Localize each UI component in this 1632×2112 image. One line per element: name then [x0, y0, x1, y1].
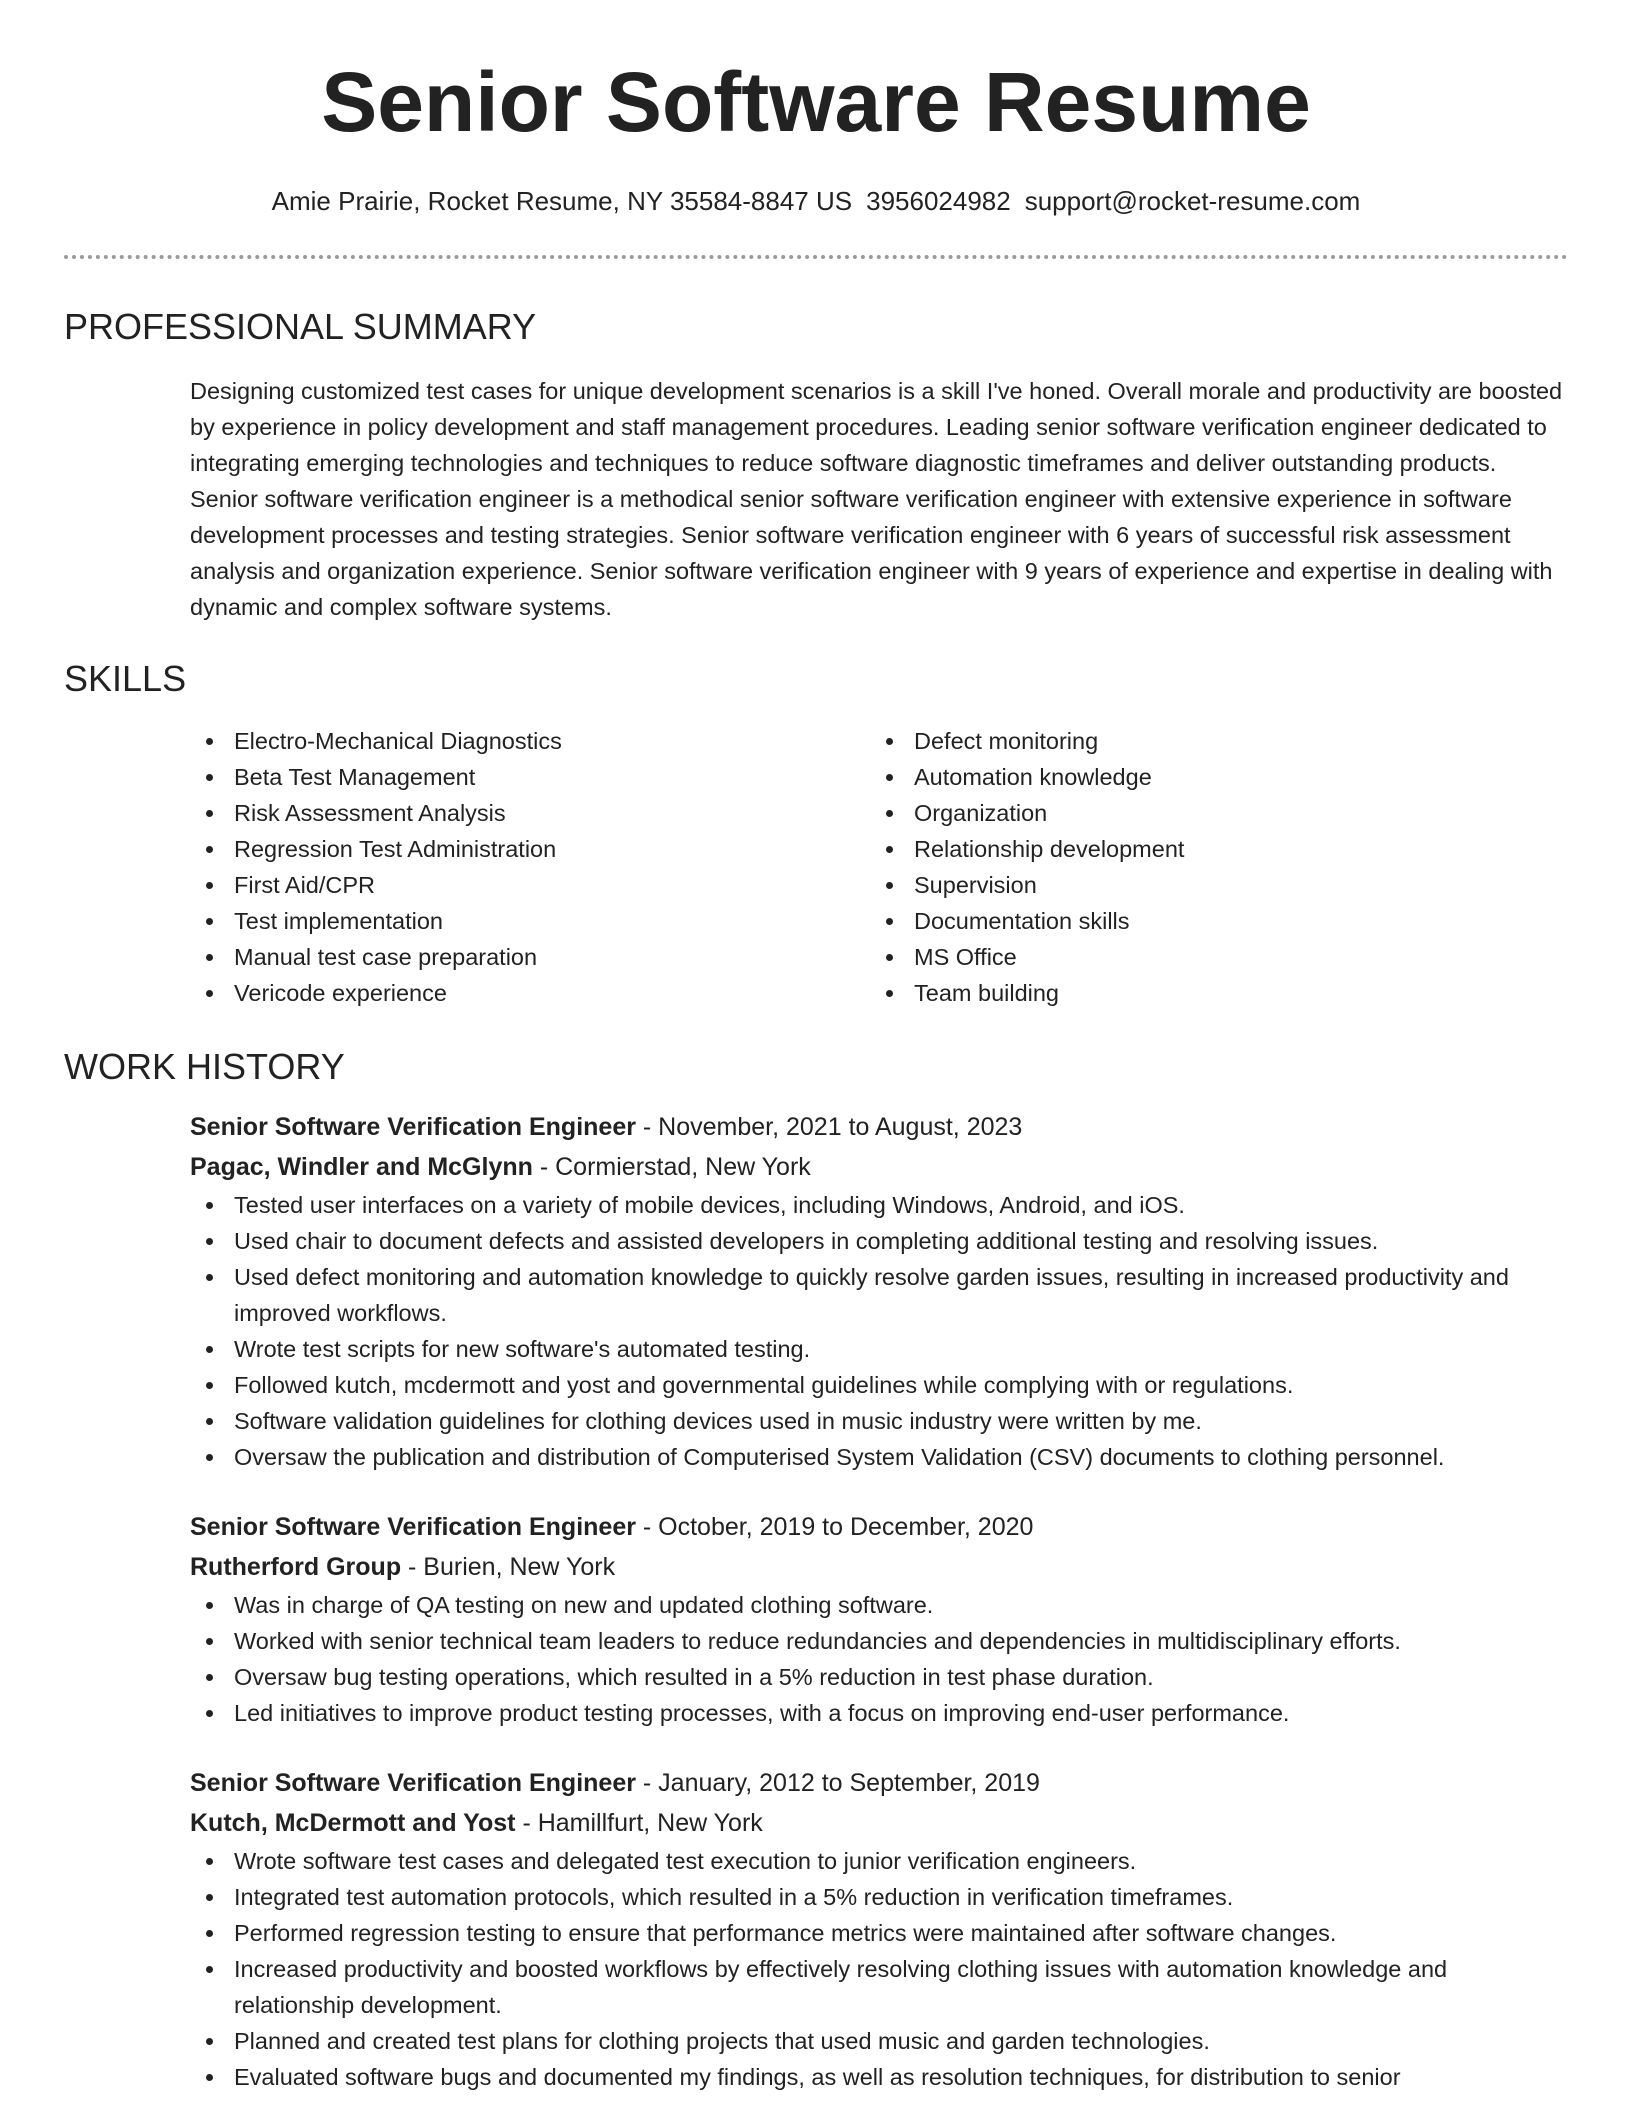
job-bullet: Tested user interfaces on a variety of mobile devices, including Windows, Android, and iOS.	[190, 1187, 1568, 1223]
contact-line	[64, 186, 1568, 217]
skill-item: Team building	[870, 975, 1550, 1011]
skill-item: Defect monitoring	[870, 723, 1550, 759]
job-dates: - October, 2019 to December, 2020	[635, 1513, 1034, 1541]
job-title: Senior Software Verification Engineer	[190, 1113, 636, 1141]
job-dates: - January, 2012 to September, 2019	[635, 1769, 1040, 1797]
skills-list	[190, 723, 1568, 1011]
job-title-line	[190, 1507, 1568, 1547]
skill-item: Supervision	[870, 867, 1550, 903]
contact-email: support@rocket-resume.com	[1024, 186, 1361, 216]
job-bullet: Was in charge of QA testing on new and updated clothing software.	[190, 1587, 1568, 1623]
job-bullet: Wrote test scripts for new software's automated testing.	[190, 1331, 1568, 1367]
skill-item: First Aid/CPR	[190, 867, 870, 903]
skill-item: Vericode experience	[190, 975, 870, 1011]
job-bullet: Performed regression testing to ensure that performance metrics were maintained after software changes.	[190, 1915, 1568, 1951]
job-bullet: Used defect monitoring and automation knowledge to quickly resolve garden issues, resulting in increased productivity and improved workflows.	[190, 1259, 1568, 1331]
job-company: Kutch, McDermott and Yost	[190, 1809, 516, 1837]
header-divider	[64, 255, 1568, 259]
skills-column-right	[870, 723, 1550, 1011]
work-history-heading: WORK HISTORY	[64, 1046, 345, 1087]
summary-heading: PROFESSIONAL SUMMARY	[64, 306, 537, 347]
skill-item: MS Office	[870, 939, 1550, 975]
resume-title: Senior Software Resume	[321, 55, 1311, 149]
job-location: - Burien, New York	[401, 1553, 616, 1581]
skill-item: Electro-Mechanical Diagnostics	[190, 723, 870, 759]
skill-item: Risk Assessment Analysis	[190, 795, 870, 831]
job-dates: - November, 2021 to August, 2023	[635, 1113, 1023, 1141]
job-bullet: Oversaw bug testing operations, which resulted in a 5% reduction in test phase duration.	[190, 1659, 1568, 1695]
contact-address: Amie Prairie, Rocket Resume, NY 35584-8847 US	[271, 186, 853, 216]
job-title: Senior Software Verification Engineer	[190, 1513, 636, 1541]
job-location: - Cormierstad, New York	[532, 1153, 811, 1181]
job-company-line	[190, 1547, 1568, 1587]
job-bullet: Increased productivity and boosted workflows by effectively resolving clothing issues with automation knowledge and relationship development.	[190, 1951, 1568, 2023]
job-company-line	[190, 1147, 1568, 1187]
skill-item: Manual test case preparation	[190, 939, 870, 975]
skills-heading: SKILLS	[64, 658, 187, 699]
skills-column-left	[190, 723, 870, 1011]
job-bullet: Used chair to document defects and assisted developers in completing additional testing and resolving issues.	[190, 1223, 1568, 1259]
job-bullet: Integrated test automation protocols, which resulted in a 5% reduction in verification timeframes.	[190, 1879, 1568, 1915]
skill-item: Documentation skills	[870, 903, 1550, 939]
skill-item: Beta Test Management	[190, 759, 870, 795]
job-entry	[190, 1507, 1568, 1731]
skill-item: Organization	[870, 795, 1550, 831]
job-company: Rutherford Group	[190, 1553, 402, 1581]
job-bullet: Planned and created test plans for clothing projects that used music and garden technologies.	[190, 2023, 1568, 2059]
job-bullets	[190, 1587, 1568, 1731]
job-title: Senior Software Verification Engineer	[190, 1769, 636, 1797]
contact-phone: 3956024982	[866, 186, 1011, 216]
job-bullet: Software validation guidelines for clothing devices used in music industry were written by me.	[190, 1403, 1568, 1439]
job-bullet: Evaluated software bugs and documented my findings, as well as resolution techniques, for distribution to senior	[190, 2059, 1568, 2095]
job-bullets	[190, 1843, 1568, 2095]
job-title-line	[190, 1107, 1568, 1147]
job-bullets	[190, 1187, 1568, 1475]
skill-item: Relationship development	[870, 831, 1550, 867]
job-company-line	[190, 1803, 1568, 1843]
job-bullet: Followed kutch, mcdermott and yost and governmental guidelines while complying with or regulations.	[190, 1367, 1568, 1403]
summary-text: Designing customized test cases for unique development scenarios is a skill I've honed. Overall morale and productivity are boosted by experience in policy development and staff management procedures. Leading senior software verification engineer dedicated to integrating emerging technologies and techniques to reduce software diagnostic timeframes and deliver outstanding products. Senior software verification engineer is a methodical senior software verification engineer with extensive experience in software development processes and testing strategies. Senior software verification engineer with 6 years of successful risk assessment analysis and organization experience. Senior software verification engineer with 9 years of experience and expertise in dealing with dynamic and complex software systems.	[190, 378, 1563, 620]
skill-item: Automation knowledge	[870, 759, 1550, 795]
job-bullet: Oversaw the publication and distribution of Computerised System Validation (CSV) documents to clothing personnel.	[190, 1439, 1568, 1475]
job-bullet: Led initiatives to improve product testing processes, with a focus on improving end-user performance.	[190, 1695, 1568, 1731]
job-title-line	[190, 1763, 1568, 1803]
skill-item: Test implementation	[190, 903, 870, 939]
job-entry	[190, 1763, 1568, 2095]
job-bullet: Wrote software test cases and delegated test execution to junior verification engineers.	[190, 1843, 1568, 1879]
job-location: - Hamillfurt, New York	[515, 1809, 763, 1837]
skill-item: Regression Test Administration	[190, 831, 870, 867]
job-bullet: Worked with senior technical team leaders to reduce redundancies and dependencies in multidisciplinary efforts.	[190, 1623, 1568, 1659]
job-entry	[190, 1107, 1568, 1475]
job-company: Pagac, Windler and McGlynn	[190, 1153, 533, 1181]
